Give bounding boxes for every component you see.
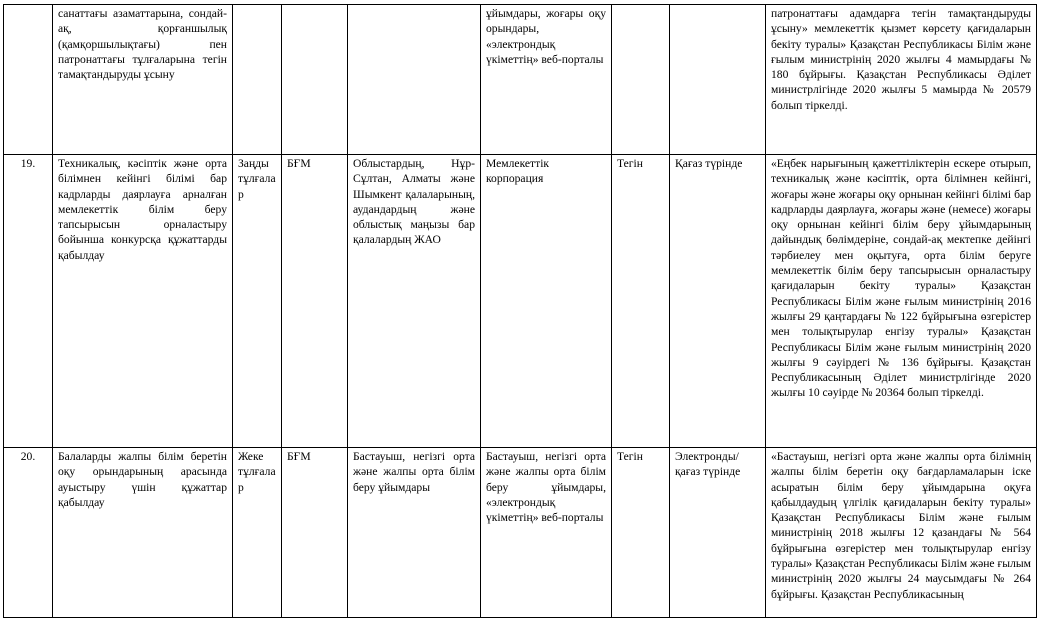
service-cost: Тегін: [612, 448, 670, 618]
service-standard: «Бастауыш, негізгі орта және жалпы орта білімнің жалпы білім беретін оқу бағдарламаларын іске асыратын білім беру ұйымдарына оқуға қабылдаудың үлгілік қағидаларын бекіту туралы» Қазақстан Республикасы Білім және ғылым министрінің 2018 жылғы 12 қазандағы № 564 бұйрығына өзгерістер мен толықтырулар енгізу туралы» Қазақстан Республикасы Білім және ғылым министрінің 2020 жылғы 24 маусымдағы № 264 бұйрығы. Қазақстан Республикасының: [766, 448, 1037, 618]
service-name: санаттағы азаматтарына, сондай-ақ, қорғаншылық (қамқоршылықтағы) пен патронаттағы тұлғаларына тегін тамақтандыруды ұсыну: [53, 5, 233, 155]
service-recipient: Заңды тұлғалар: [233, 155, 282, 448]
service-standard: патронаттағы адамдарға тегін тамақтандыруды ұсыну» мемлекеттік қызмет көрсету қағидаларын бекіту туралы» Қазақстан Республикасы Білім және ғылым министрінің 2020 жылғы 4 мамырдағы № 180 бұйрығы. Қазақстан Республикасы Әділет министрлігінде 2020 жылғы 5 мамырда № 20579 болып тіркелді.: [766, 5, 1037, 155]
service-form: Электронды/ қағаз түрінде: [670, 448, 766, 618]
application-channels: Бастауыш, негізгі орта және жалпы орта білім беру ұйымдары, «электрондық үкіметтің» веб-порталы: [481, 448, 612, 618]
service-form: [670, 5, 766, 155]
table-row: [4, 448, 1037, 618]
responsible-agency: [282, 5, 348, 155]
service-recipient: [233, 5, 282, 155]
row-number: 20.: [4, 448, 53, 618]
service-provider: [348, 5, 481, 155]
service-cost: Тегін: [612, 155, 670, 448]
table-row: [4, 155, 1037, 448]
service-name: Техникалық, кәсіптік және орта білімнен кейінгі білімі бар кадрларды даярлауға арналған мемлекеттік білім беру тапсырысын орналастыру бойынша конкурсқа құжаттарды қабылдау: [53, 155, 233, 448]
application-channels: ұйымдары, жоғары оқу орындары, «электрондық үкіметтің» веб-порталы: [481, 5, 612, 155]
document-page: [3, 4, 1037, 618]
services-table: [3, 4, 1037, 618]
service-standard: «Еңбек нарығының қажеттіліктерін ескере отырып, техникалық және кәсіптік, орта білімнен кейінгі, жоғары және жоғары оқу орнынан кейінгі білімі бар кадрларды даярлауға, жоғары және (немесе) жоғары оқу орнынан кейінгі білім беру ұйымдарының дайындық бөлімдеріне, сондай-ақ мектепке дейінгі тәрбиелеу мен оқытуға, орта білім беруге мемлекеттік білім беру тапсырысын орналастыру қағидаларын бекіту туралы» Қазақстан Республикасы Білім және ғылым министрінің 2016 жылғы 29 қаңтардағы № 122 бұйрығына өзгерістер мен толықтырулар енгізу туралы» Қазақстан Республикасы Білім және ғылым министрінің 2020 жылғы 9 сәуірдегі № 136 бұйрығы. Қазақстан Республикасының Әділет министрлігінде 2020 жылғы 10 сәуірде № 20364 болып тіркелді.: [766, 155, 1037, 448]
service-name: Балаларды жалпы білім беретін оқу орындарының арасында ауыстыру үшін құжаттар қабылдау: [53, 448, 233, 618]
service-provider: Облыстардың, Нұр-Сұлтан, Алматы және Шымкент қалаларының, аудандардың және облыстық маңызы бар қалалардың ЖАО: [348, 155, 481, 448]
row-number: [4, 5, 53, 155]
responsible-agency: БҒМ: [282, 155, 348, 448]
service-form: Қағаз түрінде: [670, 155, 766, 448]
service-provider: Бастауыш, негізгі орта және жалпы орта білім беру ұйымдары: [348, 448, 481, 618]
application-channels: Мемлекеттік корпорация: [481, 155, 612, 448]
service-cost: [612, 5, 670, 155]
service-recipient: Жеке тұлғалар: [233, 448, 282, 618]
table-row: [4, 5, 1037, 155]
responsible-agency: БҒМ: [282, 448, 348, 618]
row-number: 19.: [4, 155, 53, 448]
